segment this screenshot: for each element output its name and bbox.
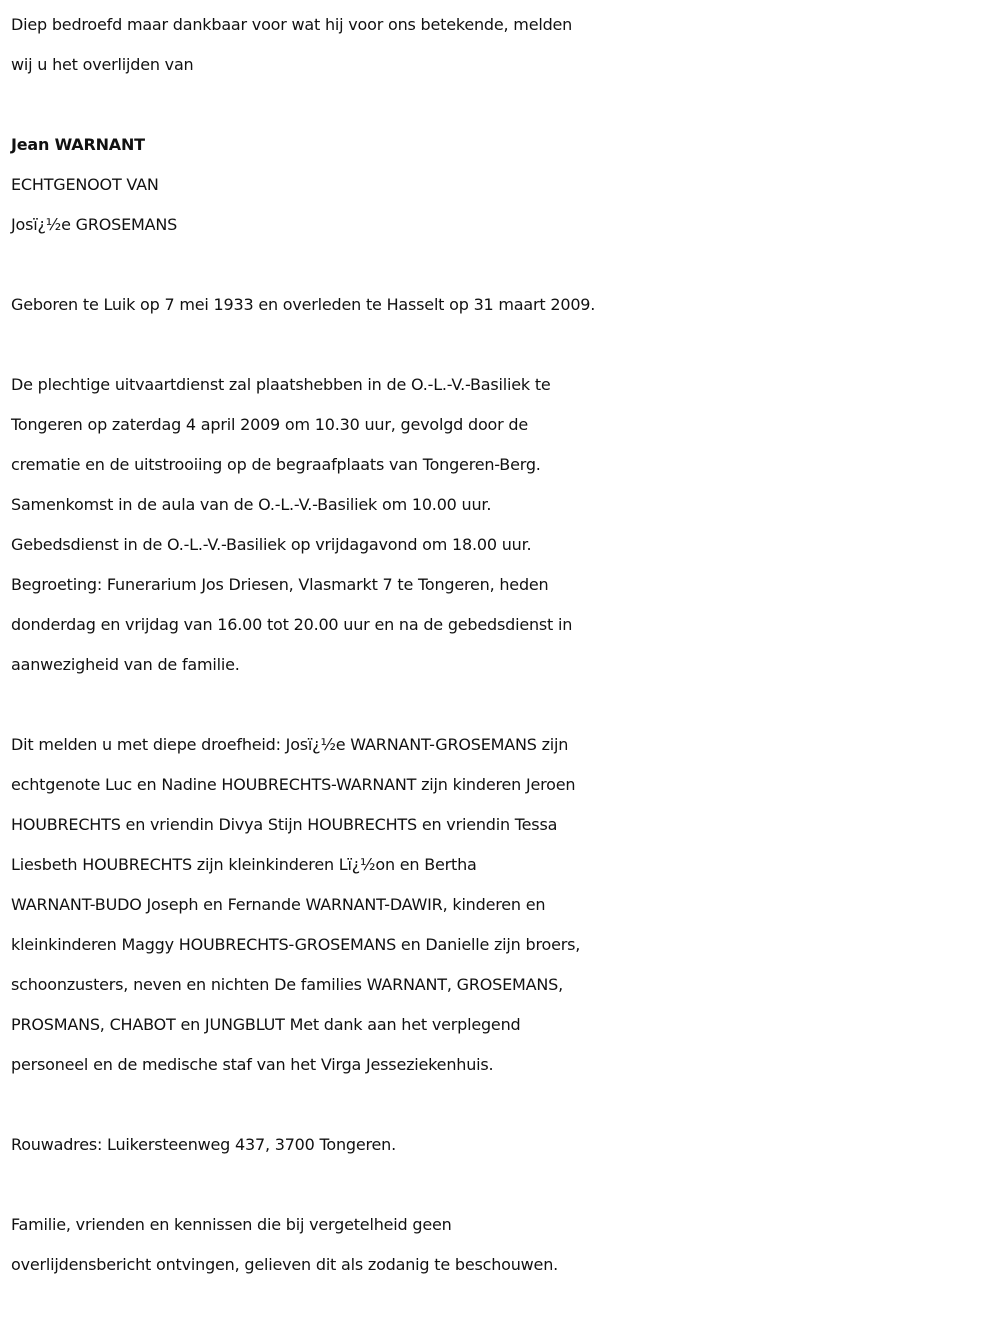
ceremony-line: donderdag en vrijdag van 16.00 tot 20.00 uur en na de gebedsdienst in <box>11 615 573 634</box>
intro-line: Diep bedroefd maar dankbaar voor wat hij voor ons betekende, melden <box>11 15 573 34</box>
ceremony-line: Begroeting: Funerarium Jos Driesen, Vlasmarkt 7 te Tongeren, heden <box>11 575 549 594</box>
deceased-relation: ECHTGENOOT VAN <box>11 175 159 194</box>
family-line: kleinkinderen Maggy HOUBRECHTS-GROSEMANS en Danielle zijn broers, <box>11 935 581 954</box>
family-line: Dit melden u met diepe droefheid: Josï¿½e WARNANT-GROSEMANS zijn <box>11 735 569 754</box>
family-paragraph <box>11 725 1000 1085</box>
ceremony-paragraph <box>11 365 1000 685</box>
spouse-name: Josï¿½e GROSEMANS <box>11 215 178 234</box>
ceremony-line: Samenkomst in de aula van de O.-L.-V.-Basiliek om 10.00 uur. <box>11 495 492 514</box>
family-line: Liesbeth HOUBRECHTS zijn kleinkinderen Lï¿½on en Bertha <box>11 855 477 874</box>
deceased-name: Jean WARNANT <box>11 135 145 154</box>
ceremony-line: Gebedsdienst in de O.-L.-V.-Basiliek op vrijdagavond om 18.00 uur. <box>11 535 532 554</box>
birth-death-line: Geboren te Luik op 7 mei 1933 en overleden te Hasselt op 31 maart 2009. <box>11 295 596 314</box>
ceremony-line: Tongeren op zaterdag 4 april 2009 om 10.30 uur, gevolgd door de <box>11 415 529 434</box>
family-line: WARNANT-BUDO Joseph en Fernande WARNANT-DAWIR, kinderen en <box>11 895 546 914</box>
family-line: HOUBRECHTS en vriendin Divya Stijn HOUBRECHTS en vriendin Tessa <box>11 815 558 834</box>
family-line: schoonzusters, neven en nichten De families WARNANT, GROSEMANS, <box>11 975 563 994</box>
deceased-block <box>11 125 1000 245</box>
intro-line: wij u het overlijden van <box>11 55 194 74</box>
family-line: personeel en de medische staf van het Virga Jesseziekenhuis. <box>11 1055 494 1074</box>
ceremony-line: De plechtige uitvaartdienst zal plaatshebben in de O.-L.-V.-Basiliek te <box>11 375 551 394</box>
ceremony-line: aanwezigheid van de familie. <box>11 655 240 674</box>
closing-line: overlijdensbericht ontvingen, gelieven dit als zodanig te beschouwen. <box>11 1255 559 1274</box>
mourning-address: Rouwadres: Luikersteenweg 437, 3700 Tongeren. <box>11 1135 397 1154</box>
family-line: PROSMANS, CHABOT en JUNGBLUT Met dank aan het verplegend <box>11 1015 521 1034</box>
closing-line: Familie, vrienden en kennissen die bij vergetelheid geen <box>11 1215 452 1234</box>
closing-paragraph <box>11 1205 1000 1285</box>
intro-paragraph <box>11 5 1000 85</box>
ceremony-line: crematie en de uitstrooiing op de begraafplaats van Tongeren-Berg. <box>11 455 541 474</box>
family-line: echtgenote Luc en Nadine HOUBRECHTS-WARNANT zijn kinderen Jeroen <box>11 775 576 794</box>
